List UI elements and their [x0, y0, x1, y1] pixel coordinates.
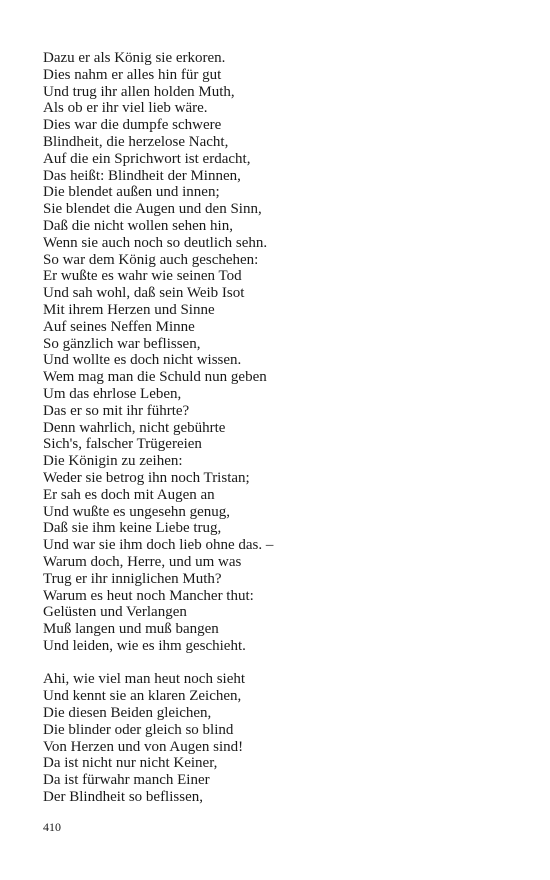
verse-line: So war dem König auch geschehen: — [43, 251, 259, 268]
verse-line: Um das ehrlose Leben, — [43, 385, 182, 402]
verse-line: Warum es heut noch Mancher thut: — [43, 587, 254, 604]
verse-line: Die diesen Beiden gleichen, — [43, 705, 212, 722]
verse-line: Auf seines Neffen Minne — [43, 318, 195, 335]
verse-line: Da ist nicht nur nicht Keiner, — [43, 755, 218, 772]
verse-line: Dazu er als König sie erkoren. — [43, 50, 226, 66]
verse-line: Dies nahm er alles hin für gut — [43, 66, 222, 83]
verse-line: Dies war die dumpfe schwere — [43, 117, 222, 134]
verse-line: Der Blindheit so beflissen, — [43, 789, 203, 806]
verse-line: Und trug ihr allen holden Muth, — [43, 83, 235, 100]
verse-line: Sich's, falscher Trügereien — [43, 436, 202, 453]
verse-line: Sie blendet die Augen und den Sinn, — [43, 201, 262, 218]
verse-line: Das er so mit ihr führte? — [43, 402, 190, 419]
stanza-2 — [43, 671, 523, 805]
verse-line: Und wußte es ungesehn genug, — [43, 503, 231, 520]
page-number: 410 — [43, 820, 61, 834]
verse-line: Und wollte es doch nicht wissen. — [43, 352, 242, 369]
verse-line: Blindheit, die herzelose Nacht, — [43, 133, 229, 150]
verse-line: Die blendet außen und innen; — [43, 184, 220, 201]
verse-line: Auf die ein Sprichwort ist erdacht, — [43, 150, 251, 167]
verse-line: Er sah es doch mit Augen an — [43, 486, 215, 503]
verse-line: Die blinder oder gleich so blind — [43, 721, 234, 738]
verse-line: Trug er ihr inniglichen Muth? — [43, 570, 222, 587]
verse-line: Wem mag man die Schuld nun geben — [43, 369, 267, 386]
verse-line: Warum doch, Herre, und um was — [43, 553, 242, 570]
verse-line: Und kennt sie an klaren Zeichen, — [43, 688, 242, 705]
verse-line: Er wußte es wahr wie seinen Tod — [43, 268, 242, 285]
verse-line: Gelüsten und Verlangen — [43, 604, 187, 621]
verse-line: Und leiden, wie es ihm geschieht. — [43, 637, 246, 654]
verse-line: So gänzlich war beflissen, — [43, 335, 201, 352]
verse-line: Als ob er ihr viel lieb wäre. — [43, 100, 208, 117]
verse-line: Ahi, wie viel man heut noch sieht — [43, 671, 246, 688]
verse-line: Daß die nicht wollen sehen hin, — [43, 217, 233, 234]
verse-line: Und sah wohl, daß sein Weib Isot — [43, 285, 245, 302]
verse-line: Wenn sie auch noch so deutlich sehn. — [43, 234, 268, 251]
verse-line: Da ist fürwahr manch Einer — [43, 772, 210, 789]
poem-text — [43, 50, 523, 806]
stanza-1 — [43, 50, 523, 655]
verse-line: Denn wahrlich, nicht gebührte — [43, 419, 226, 436]
verse-line: Von Herzen und von Augen sind! — [43, 738, 244, 755]
verse-line: Weder sie betrog ihn noch Tristan; — [43, 469, 250, 486]
verse-line: Daß sie ihm keine Liebe trug, — [43, 520, 222, 537]
verse-line: Die Königin zu zeihen: — [43, 453, 183, 470]
verse-line: Und war sie ihm doch lieb ohne das. – — [43, 537, 274, 554]
verse-line: Das heißt: Blindheit der Minnen, — [43, 167, 241, 184]
verse-line: Muß langen und muß bangen — [43, 621, 219, 638]
verse-line: Mit ihrem Herzen und Sinne — [43, 301, 215, 318]
